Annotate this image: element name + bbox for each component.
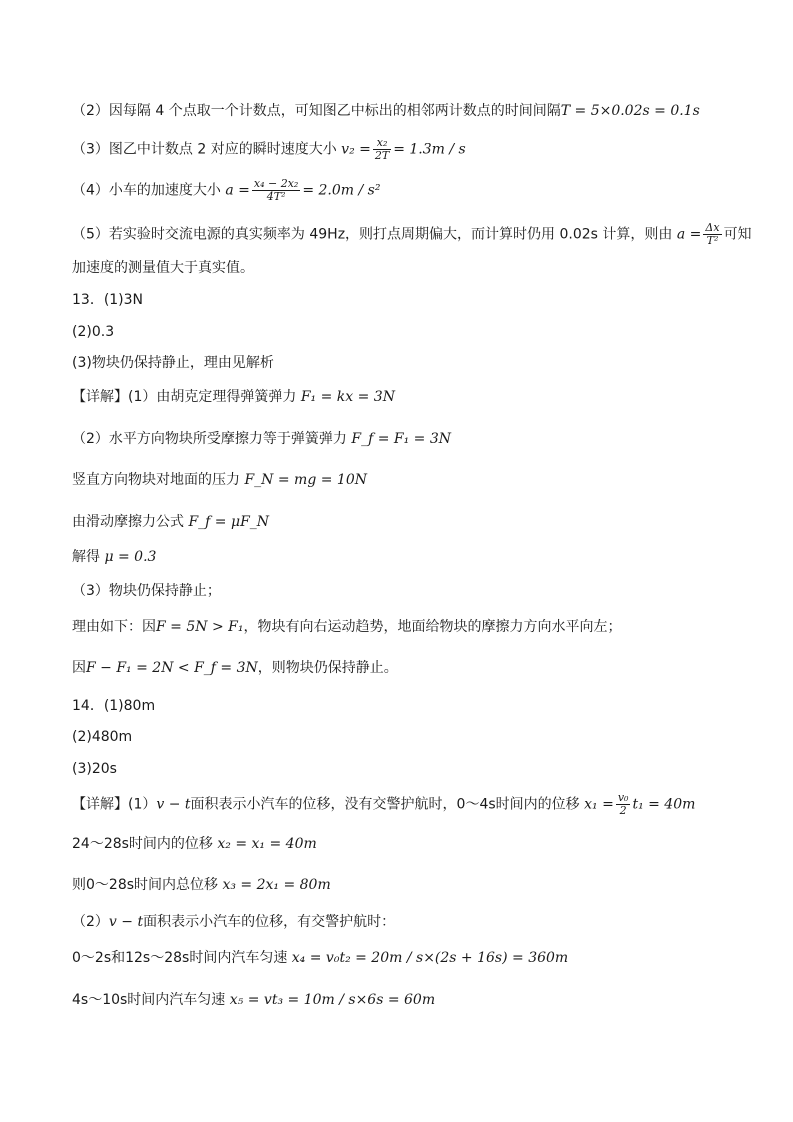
formula-lhs: a = [225, 182, 250, 199]
answer-14-2: (2)480m [72, 729, 133, 745]
line-conclusion: 加速度的测量值大于真实值。 [72, 260, 254, 276]
text: （4）小车的加速度大小 [72, 182, 221, 199]
formula-vt: v − t [108, 914, 144, 930]
formula-rhs: = 1.3m / s [393, 141, 466, 158]
detail-14-x3: 则0～28s时间内总位移 x₃ = 2x₁ = 80m [72, 877, 331, 893]
detail-13-reason: 理由如下：因F = 5N > F₁，物块有向右运动趋势，地面给物块的摩擦力方向水平向左； [72, 619, 622, 635]
detail-14-1: 【详解】(1）v − t面积表示小汽车的位移，没有交警护航时，0～4s时间内的位移 x₁ = $\frac{\text{v₀}}{2}$ t₁ = 40m [72, 791, 696, 817]
formula: F₁ = kx = 3N [300, 389, 395, 405]
text: （5）若实验时交流电源的真实频率为 49Hz，则打点周期偏大，而计算时仍用 0.02s 计算，则由 [72, 226, 673, 243]
formula: x₅ = vt₃ = 10m / s×6s = 60m [229, 992, 436, 1008]
detail-13-friction-formula: 由滑动摩擦力公式 F_f = μF_N [72, 514, 270, 530]
answer-13-2: (2)0.3 [72, 324, 115, 340]
fraction: $\frac{\Delta x}{\text{T²}}$ [705, 221, 720, 247]
detail-14-x5: 4s～10s时间内汽车匀速 x₅ = vt₃ = 10m / s×6s = 60m [72, 992, 436, 1008]
formula-T: T = 5×0.02s = 0.1s [560, 103, 700, 119]
formula-vt: v − t [156, 796, 191, 813]
detail-14-x2: 24～28s时间内的位移 x₂ = x₁ = 40m [72, 836, 317, 852]
formula: μ = 0.3 [104, 549, 157, 565]
formula-lhs: x₁ = [584, 796, 614, 813]
formula-lhs: v₂ = [341, 141, 371, 158]
formula-lhs: a = [676, 226, 702, 243]
fraction: $\frac{\text{x₂}}{2T}$ [374, 136, 390, 162]
detail-13-2: （2）水平方向物块所受摩擦力等于弹簧弹力 F_f = F₁ = 3N [72, 431, 451, 447]
detail-14-x4: 0～2s和12s～28s时间内汽车匀速 x₄ = v₀t₂ = 20m / s×(2s + 16s) = 360m [72, 950, 569, 966]
text: （2）因每隔 4 个点取一个计数点，可知图乙中标出的相邻两计数点的时间间隔 [72, 103, 561, 119]
formula: x₂ = x₁ = 40m [217, 836, 317, 852]
line-part5-frequency [72, 222, 752, 247]
formula: F − F₁ = 2N < F_f = 3N [86, 660, 258, 676]
formula: F_f = μF_N [188, 514, 270, 530]
detail-13-conclusion: 因F − F₁ = 2N < F_f = 3N，则物块仍保持静止。 [72, 660, 398, 676]
detail-13-solve: 解得 μ = 0.3 [72, 549, 157, 565]
formula-rhs: t₁ = 40m [632, 796, 696, 813]
answer-13-3: (3)物块仍保持静止，理由见解析 [72, 355, 274, 371]
detail-14-2: （2）v − t面积表示小汽车的位移，有交警护航时： [72, 914, 396, 930]
detail-13-3: （3）物块仍保持静止； [72, 583, 221, 599]
formula: F_N = mg = 10N [244, 472, 367, 488]
fraction: $\frac{\text{x₄ − 2x₂}}{\text{4T²}}$ [253, 177, 299, 203]
formula: x₃ = 2x₁ = 80m [222, 877, 331, 893]
formula-rhs: = 2.0m / s² [302, 182, 381, 199]
line-part2-interval [72, 101, 700, 121]
fraction: $\frac{\text{v₀}}{2}$ [617, 791, 629, 817]
answer-13-1: 13．(1)3N [72, 292, 144, 308]
answer-14-3: (3)20s [72, 761, 117, 777]
detail-13-normal-force: 竖直方向物块对地面的压力 F_N = mg = 10N [72, 472, 367, 488]
line-part3-velocity [72, 137, 466, 162]
line-part4-acceleration [72, 178, 380, 203]
formula: x₄ = v₀t₂ = 20m / s×(2s + 16s) = 360m [291, 950, 569, 966]
text: （3）图乙中计数点 2 对应的瞬时速度大小 [72, 141, 337, 158]
formula: F = 5N > F₁ [156, 619, 244, 635]
answer-14-1: 14．(1)80m [72, 698, 156, 714]
detail-13-1: 【详解】(1）由胡克定理得弹簧弹力 F₁ = kx = 3N [72, 389, 395, 405]
text: 可知 [723, 226, 752, 243]
formula: F_f = F₁ = 3N [351, 431, 451, 447]
